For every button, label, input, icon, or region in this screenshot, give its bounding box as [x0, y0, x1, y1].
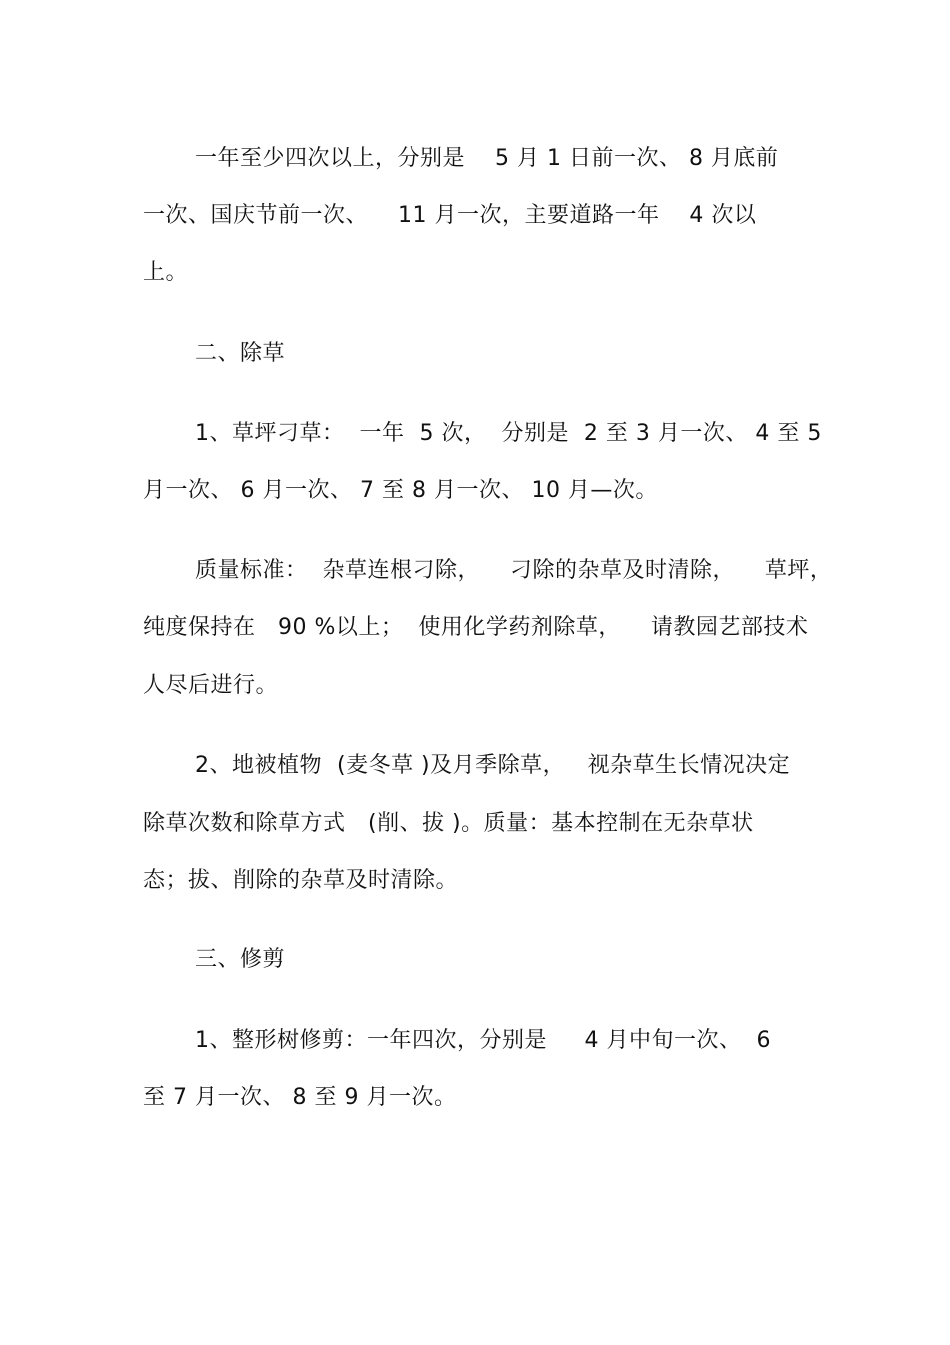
- paragraph-line: 月一次、 6 月一次、 7 至 8 月一次、 10 月—次。: [143, 478, 658, 503]
- paragraph-line: 至 7 月一次、 8 至 9 月一次。: [143, 1085, 457, 1110]
- paragraph-line: 上。: [143, 260, 189, 285]
- paragraph-line: 一次、国庆节前一次、 11 月一次，主要道路一年 4 次以: [143, 203, 757, 228]
- paragraph-line: 2、地被植物 (麦冬草 )及月季除草， 视杂草生长情况决定: [195, 753, 791, 778]
- paragraph-line: 态；拔、削除的杂草及时清除。: [143, 868, 459, 893]
- paragraph-line: 1、草坪刁草： 一年 5 次， 分别是 2 至 3 月一次、 4 至 5: [195, 421, 822, 446]
- paragraph-line: 纯度保持在 90 %以上； 使用化学药剂除草， 请教园艺部技术: [143, 615, 809, 640]
- paragraph-line: 一年至少四次以上，分别是 5 月 1 日前一次、 8 月底前: [195, 146, 779, 171]
- paragraph-line: 人尽后进行。: [143, 673, 279, 698]
- paragraph-line: 除草次数和除草方式 (削、拔 )。质量：基本控制在无杂草状: [143, 811, 754, 836]
- section-heading: 三、修剪: [195, 947, 286, 972]
- section-heading: 二、除草: [195, 341, 286, 366]
- paragraph-line: 1、整形树修剪：一年四次，分别是 4 月中旬一次、 6: [195, 1028, 771, 1053]
- paragraph-line: 质量标准： 杂草连根刁除， 刁除的杂草及时清除， 草坪，: [195, 558, 833, 583]
